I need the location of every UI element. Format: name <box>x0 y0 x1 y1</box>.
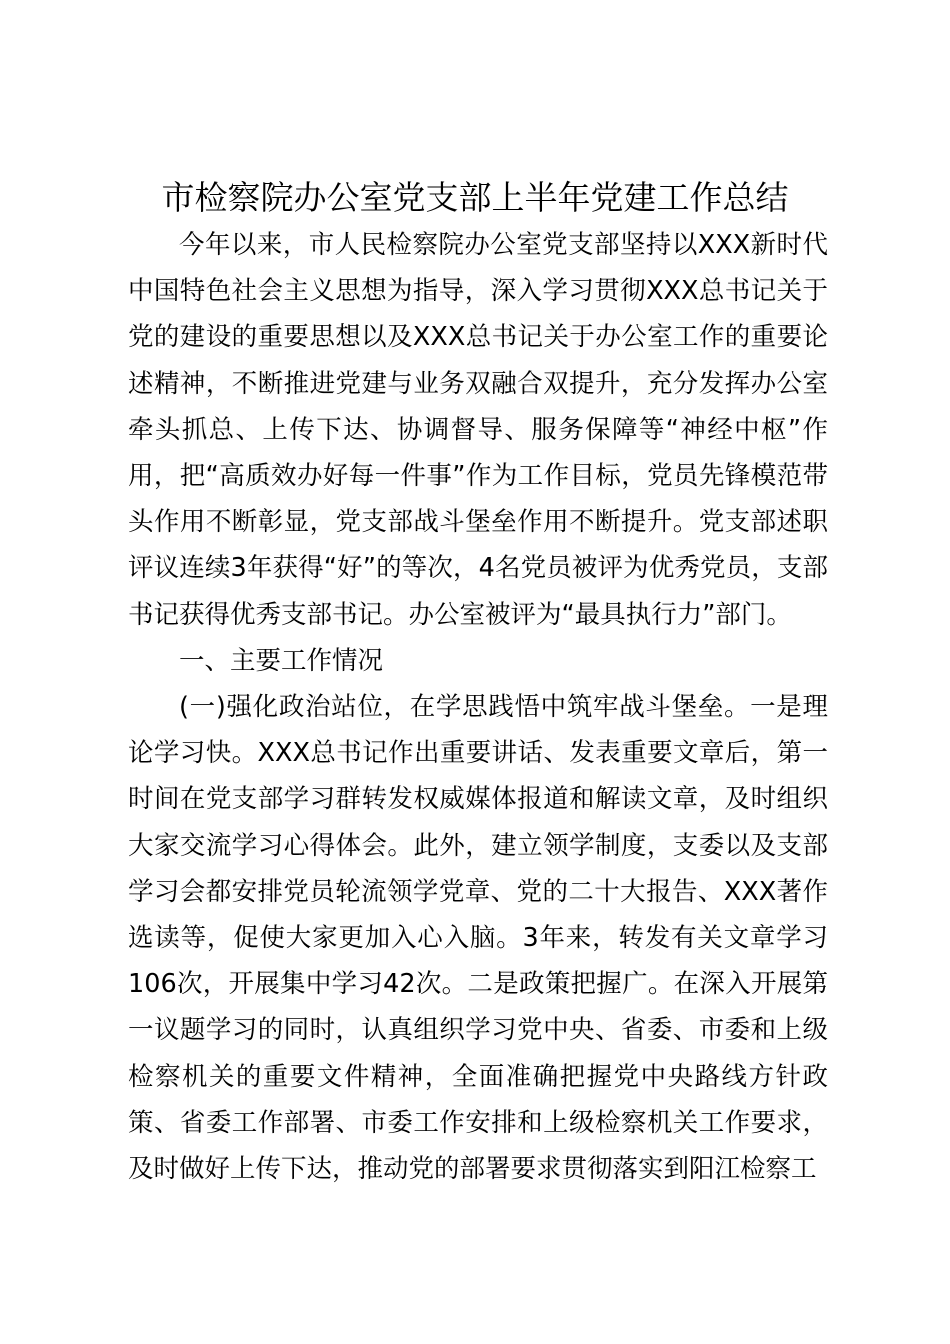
document-body <box>128 222 828 1192</box>
document-title: 市检察院办公室党支部上半年党建工作总结 <box>161 178 789 217</box>
body-paragraph: (一)强化政治站位，在学思践悟中筑牢战斗堡垒。一是理论学习快。XXX总书记作出重要讲话、发表重要文章后，第一时间在党支部学习群转发权威媒体报道和解读文章，及时组织大家交流学习心得体会。此外，建立领学制度，支委以及支部学习会都安排党员轮流领学党章、党的二十大报告、XXX著作选读等，促使大家更加入心入脑。3年来，转发有关文章学习106次，开展集中学习42次。二是政策把握广。在深入开展第一议题学习的同时，认真组织学习党中央、省委、市委和上级检察机关的重要文件精神，全面准确把握党中央路线方针政策、省委工作部署、市委工作安排和上级检察机关工作要求，及时做好上传下达，推动党的部署要求贯彻落实到阳江检察工 <box>128 692 828 1185</box>
section-heading: 一、主要工作情况 <box>179 645 384 676</box>
intro-paragraph: 今年以来，市人民检察院办公室党支部坚持以XXX新时代中国特色社会主义思想为指导，深入学习贯彻XXX总书记关于党的建设的重要思想以及XXX总书记关于办公室工作的重要论述精神，不断推进党建与业务双融合双提升，充分发挥办公室牵头抓总、上传下达、协调督导、服务保障等“神经中枢”作用，把“高质效办好每一件事”作为工作目标，党员先锋模范带头作用不断彰显，党支部战斗堡垒作用不断提升。党支部述职评议连续3年获得“好”的等次，4名党员被评为优秀党员，支部书记获得优秀支部书记。办公室被评为“最具执行力”部门。 <box>128 230 828 630</box>
